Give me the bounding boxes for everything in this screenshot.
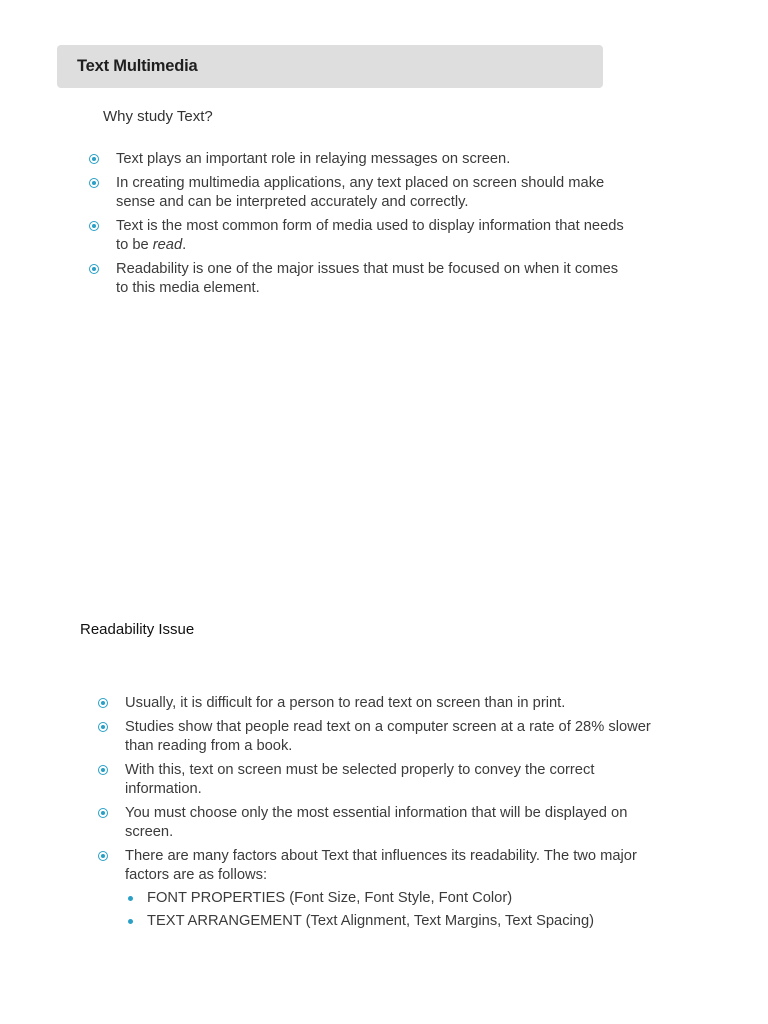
list-item [97,761,667,799]
list-item [97,847,667,933]
title-bar [57,45,603,88]
sub-bullet-list [125,887,667,933]
intro-subheading: Why study Text? [103,108,213,125]
list-item-text-end: . [182,237,187,253]
list-item-text: Text plays an important role in relaying messages on screen. [116,151,511,167]
list-item [97,804,667,842]
sub-list-item-text: FONT PROPERTIES (Font Size, Font Style, Font Color) [147,890,513,906]
section-heading: Readability Issue [80,621,195,638]
dot-bullet-icon [128,919,133,924]
radio-bullet-icon [98,808,108,818]
radio-bullet-icon [89,221,99,231]
list-item-text: You must choose only the most essential information that will be displayed on screen. [125,805,628,840]
list-item [88,217,628,255]
radio-bullet-icon [98,765,108,775]
radio-bullet-icon [89,154,99,164]
list-item [88,150,628,169]
sub-list-item [125,910,667,933]
dot-bullet-icon [128,896,133,901]
sub-list-item [125,887,667,910]
sub-list-item-text: TEXT ARRANGEMENT (Text Alignment, Text Margins, Text Spacing) [147,913,595,929]
radio-bullet-icon [98,722,108,732]
list-item-text: Readability is one of the major issues that must be focused on when it comes to this media element. [116,261,619,296]
intro-bullet-list [88,150,628,303]
radio-bullet-icon [98,851,108,861]
list-item-text: With this, text on screen must be selected properly to convey the correct information. [125,762,595,797]
radio-bullet-icon [89,264,99,274]
page-title: Text Multimedia [77,57,198,75]
list-item [88,174,628,212]
list-item-text: Studies show that people read text on a computer screen at a rate of 28% slower than reading from a book. [125,719,651,754]
list-item-text: In creating multimedia applications, any text placed on screen should make sense and can be interpreted accurately and correctly. [116,175,605,210]
emphasis-word: read [152,237,183,253]
list-item-text-start: Text is the most common form of media used to display information that needs to be [116,218,624,253]
readability-bullet-list [97,694,667,938]
radio-bullet-icon [98,698,108,708]
list-item [97,718,667,756]
list-item [97,694,667,713]
list-item-text: There are many factors about Text that influences its readability. The two major factors are as follows: [125,848,637,883]
radio-bullet-icon [89,178,99,188]
list-item-text [116,218,624,253]
list-item-text: Usually, it is difficult for a person to read text on screen than in print. [125,695,566,711]
list-item [88,260,628,298]
